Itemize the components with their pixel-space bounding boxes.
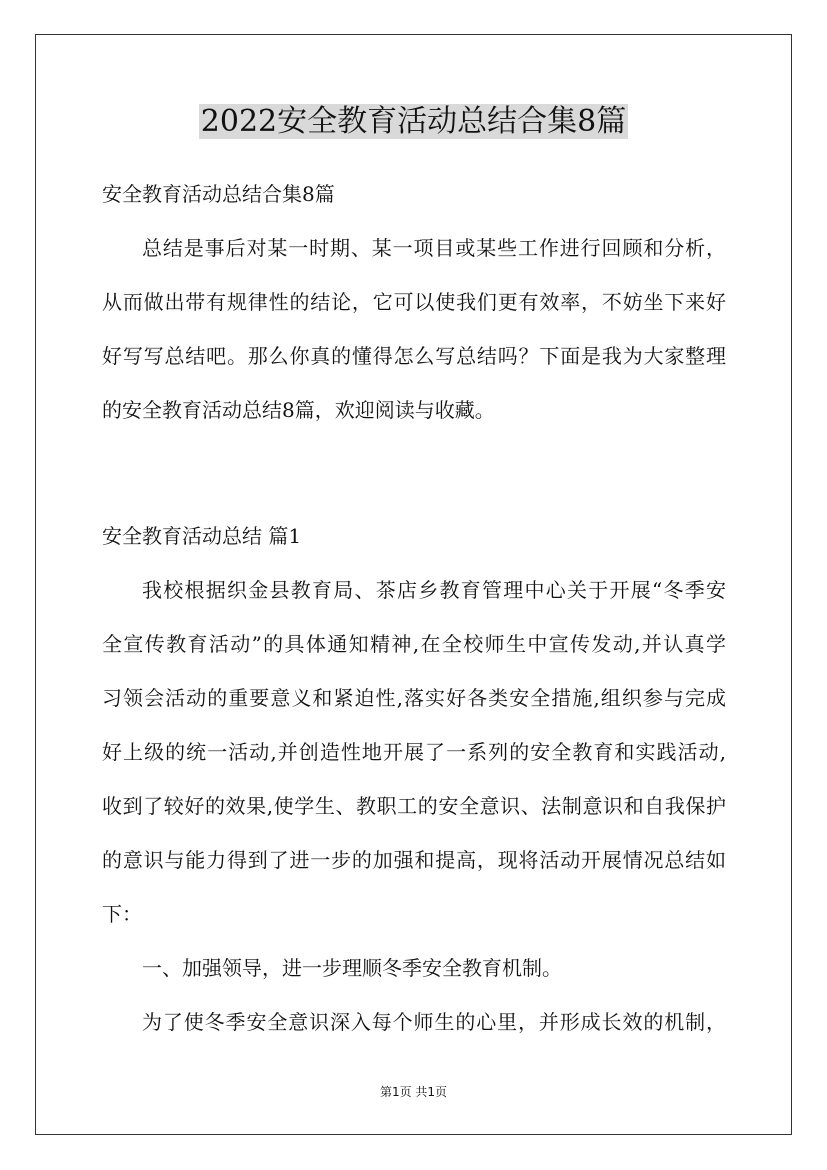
document-title-text: 2022安全教育活动总结合集8篇 <box>200 104 627 139</box>
section-line-3: 习领会活动的重要意义和紧迫性,落实好各类安全措施,组织参与完成 <box>102 686 726 710</box>
intro-line-4: 的安全教育活动总结8篇，欢迎阅读与收藏。 <box>102 398 495 422</box>
point-heading: 一、加强领导，进一步理顺冬季安全教育机制。 <box>142 956 562 980</box>
intro-line-2: 从而做出带有规律性的结论，它可以使我们更有效率，不妨坐下来好 <box>102 290 726 314</box>
page-number: 第1页 共1页 <box>379 1085 448 1099</box>
section-line-2: 全宣传教育活动”的具体通知精神,在全校师生中宣传发动,并认真学 <box>102 632 726 656</box>
section-line-5: 收到了较好的效果,使学生、教职工的安全意识、法制意识和自我保护 <box>102 794 726 818</box>
intro-line-1: 总结是事后对某一时期、某一项目或某些工作进行回顾和分析， <box>142 236 726 260</box>
paragraph-last-line: 为了使冬季安全意识深入每个师生的心里，并形成长效的机制， <box>142 1010 726 1034</box>
intro-line-3: 好写写总结吧。那么你真的懂得怎么写总结吗？下面是我为大家整理 <box>102 344 726 368</box>
section-line-1: 我校根据织金县教育局、茶店乡教育管理中心关于开展“冬季安 <box>142 578 726 602</box>
document-body <box>102 176 726 1040</box>
document-subtitle: 安全教育活动总结合集8篇 <box>102 182 335 206</box>
document-title <box>0 102 827 142</box>
section-line-7: 下： <box>102 902 142 926</box>
section-heading: 安全教育活动总结 篇1 <box>102 524 302 548</box>
section-line-4: 好上级的统一活动,并创造性地开展了一系列的安全教育和实践活动, <box>102 740 726 764</box>
section-line-6: 的意识与能力得到了进一步的加强和提高，现将活动开展情况总结如 <box>102 848 726 872</box>
